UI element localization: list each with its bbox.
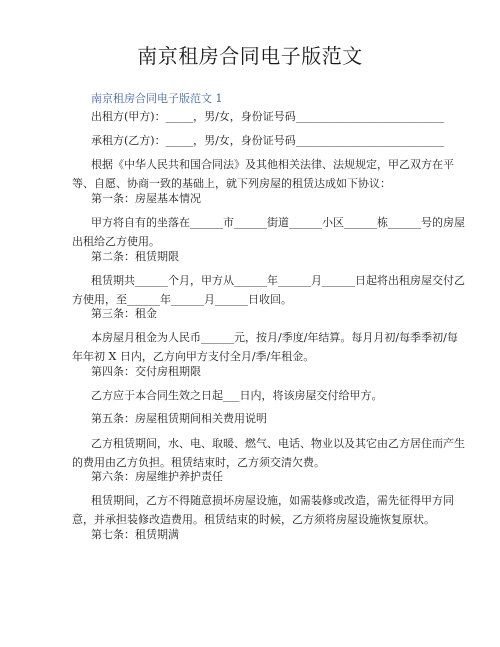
article-1-line-1: 甲方将自有的坐落在______市______街道______小区______栋______号的房屋 [91, 216, 465, 229]
article-5-heading: 第五条：房屋租赁期间相关费用说明 [91, 412, 267, 425]
article-3-paragraph [72, 328, 458, 366]
lessor-line: 出租方(甲方)：_____，男/女，身份证号码___________________________ [91, 110, 445, 123]
document-subtitle: 南京租房合同电子版范文 1 [91, 92, 223, 105]
article-1-line-2: 出租给乙方使用。 [72, 235, 160, 248]
lessee-line: 承租方(乙方)：_____，男/女，身份证号码___________________________ [91, 134, 445, 147]
intro-line-2: 等、自愿、协商一致的基础上，就下列房屋的租赁达成如下协议： [72, 177, 391, 190]
article-6-heading: 第六条：房屋维护养护责任 [91, 470, 223, 483]
article-1-paragraph [72, 213, 465, 251]
article-3-line-2: 年年初 X 日内，乙方向甲方支付全月/季/年租金。 [72, 350, 315, 363]
intro-paragraph [72, 155, 454, 193]
article-7-heading: 第七条：租赁期满 [91, 528, 179, 541]
article-3-line-1: 本房屋月租金为人民币______元，按月/季度/年结算。每月月初/每季季初/每 [91, 331, 458, 344]
article-2-line-1: 租赁期共______个月，甲方从______年______月______日起将出租房屋交付乙 [91, 274, 465, 287]
article-3-heading: 第三条：租金 [91, 307, 157, 320]
article-1-heading: 第一条：房屋基本情况 [91, 192, 201, 205]
article-5-line-2: 的费用由乙方负担。租赁结束时，乙方须交清欠费。 [72, 456, 325, 469]
article-5-line-1: 乙方租赁期间，水、电、取暖、燃气、电话、物业以及其它由乙方居住而产生 [91, 437, 465, 450]
intro-line-1: 根据《中华人民共和国合同法》及其他相关法律、法规规定，甲乙双方在平 [91, 158, 454, 171]
article-6-line-1: 租赁期间，乙方不得随意损坏房屋设施，如需装修或改造，需先征得甲方同 [91, 494, 454, 507]
article-2-heading: 第二条：租赁期限 [91, 250, 179, 263]
document-title: 南京租房合同电子版范文 [137, 44, 363, 68]
article-6-paragraph [72, 491, 454, 529]
article-2-line-2: 方使用，至______年______月______日收回。 [72, 293, 292, 306]
article-6-line-2: 意，并承担装修改造费用。租赁结束的时候，乙方须将房屋设施恢复原状。 [72, 513, 435, 526]
article-4-heading: 第四条：交付房租期限 [91, 365, 201, 378]
article-4-line-1: 乙方应于本合同生效之日起___日内，将该房屋交付给甲方。 [91, 389, 383, 402]
